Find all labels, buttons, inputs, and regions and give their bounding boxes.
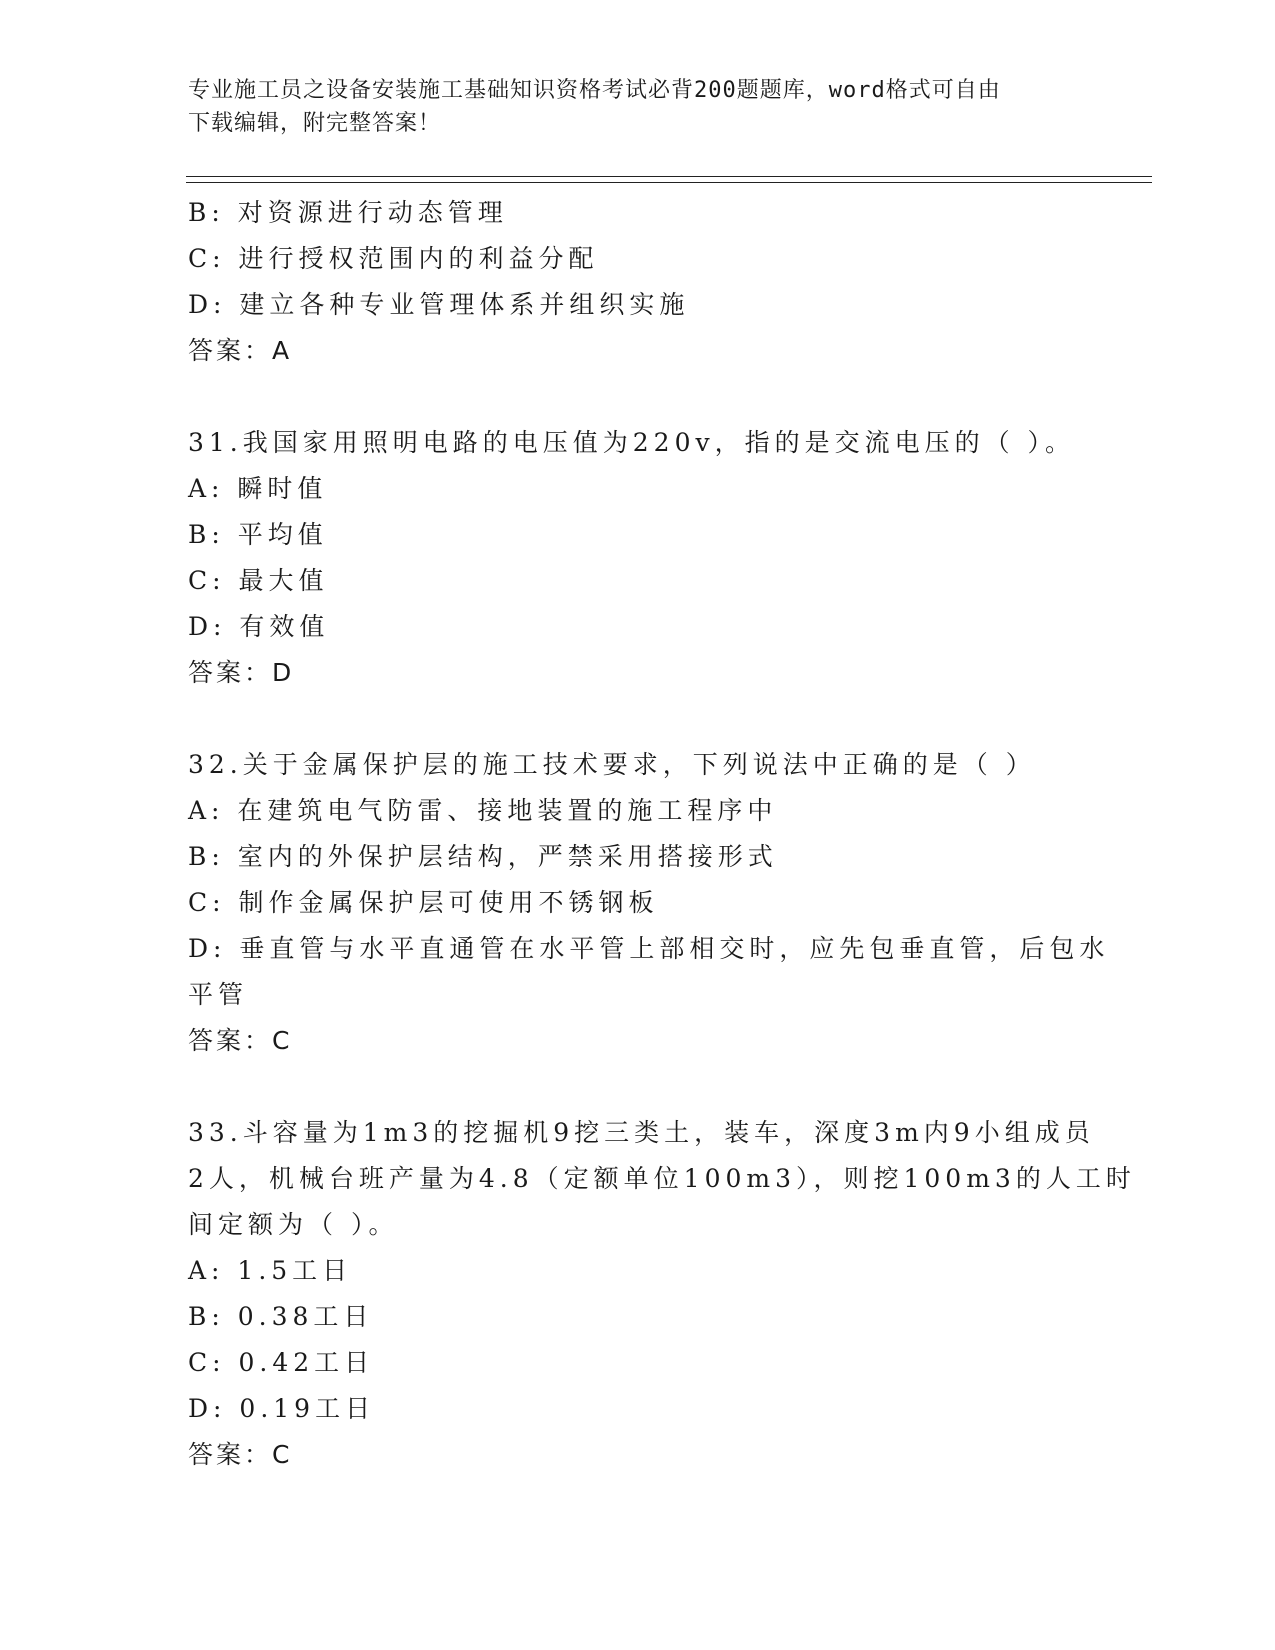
question-32-block <box>188 742 1110 1064</box>
q30-option-b: B: 对资源进行动态管理 <box>188 198 508 227</box>
q32-option-a: A: 在建筑电气防雷、接地装置的施工程序中 <box>188 796 778 825</box>
q32-option-c: C: 制作金属保护层可使用不锈钢板 <box>188 888 659 917</box>
q33-option-c: C: 0.42工日 <box>188 1348 375 1377</box>
q31-option-d: D: 有效值 <box>188 612 330 641</box>
header-divider-bottom <box>186 182 1152 183</box>
q33-answer: 答案：C <box>188 1440 293 1469</box>
q32-option-b: B: 室内的外保护层结构，严禁采用搭接形式 <box>188 842 778 871</box>
q33-option-b: B: 0.38工日 <box>188 1302 374 1331</box>
header-divider-top <box>186 176 1152 177</box>
q33-option-a: A: 1.5工日 <box>188 1256 353 1285</box>
q31-question: 31.我国家用照明电路的电压值为220v，指的是交流电压的（ ）。 <box>188 428 1076 457</box>
header-line-1: 专业施工员之设备安装施工基础知识资格考试必背200题题库，word格式可自由 <box>188 78 1001 103</box>
question-30-block <box>188 190 1088 374</box>
q32-question: 32.关于金属保护层的施工技术要求，下列说法中正确的是（ ） <box>188 750 1036 779</box>
spacer <box>188 1064 1088 1110</box>
question-list <box>188 190 1136 1478</box>
header-line-2: 下载编辑，附完整答案！ <box>188 111 442 136</box>
spacer <box>188 374 1088 420</box>
q31-answer: 答案：D <box>188 658 295 687</box>
q32-answer: 答案：C <box>188 1026 293 1055</box>
question-31-block <box>188 420 1088 696</box>
q30-option-c: C: 进行授权范围内的利益分配 <box>188 244 599 273</box>
q31-option-a: A: 瞬时值 <box>188 474 328 503</box>
q33-question-line-1: 33.斗容量为1m3的挖掘机9挖三类土，装车，深度3m内9小组成员 <box>188 1118 1095 1147</box>
q33-question-line-3: 间定额为（ ）。 <box>188 1210 399 1239</box>
document-header <box>188 74 1068 140</box>
q32-option-d-line-2: 平管 <box>188 980 249 1009</box>
q31-option-b: B: 平均值 <box>188 520 328 549</box>
q31-option-c: C: 最大值 <box>188 566 329 595</box>
q33-question-line-2: 2人，机械台班产量为4.8（定额单位100m3），则挖100m3的人工时 <box>188 1164 1136 1193</box>
spacer <box>188 696 1088 742</box>
q30-answer: 答案：A <box>188 336 293 365</box>
q33-option-d: D: 0.19工日 <box>188 1394 376 1423</box>
question-33-block <box>188 1110 1136 1478</box>
q30-option-d: D: 建立各种专业管理体系并组织实施 <box>188 290 690 319</box>
q32-option-d-line-1: D: 垂直管与水平直通管在水平管上部相交时，应先包垂直管，后包水 <box>188 934 1110 963</box>
